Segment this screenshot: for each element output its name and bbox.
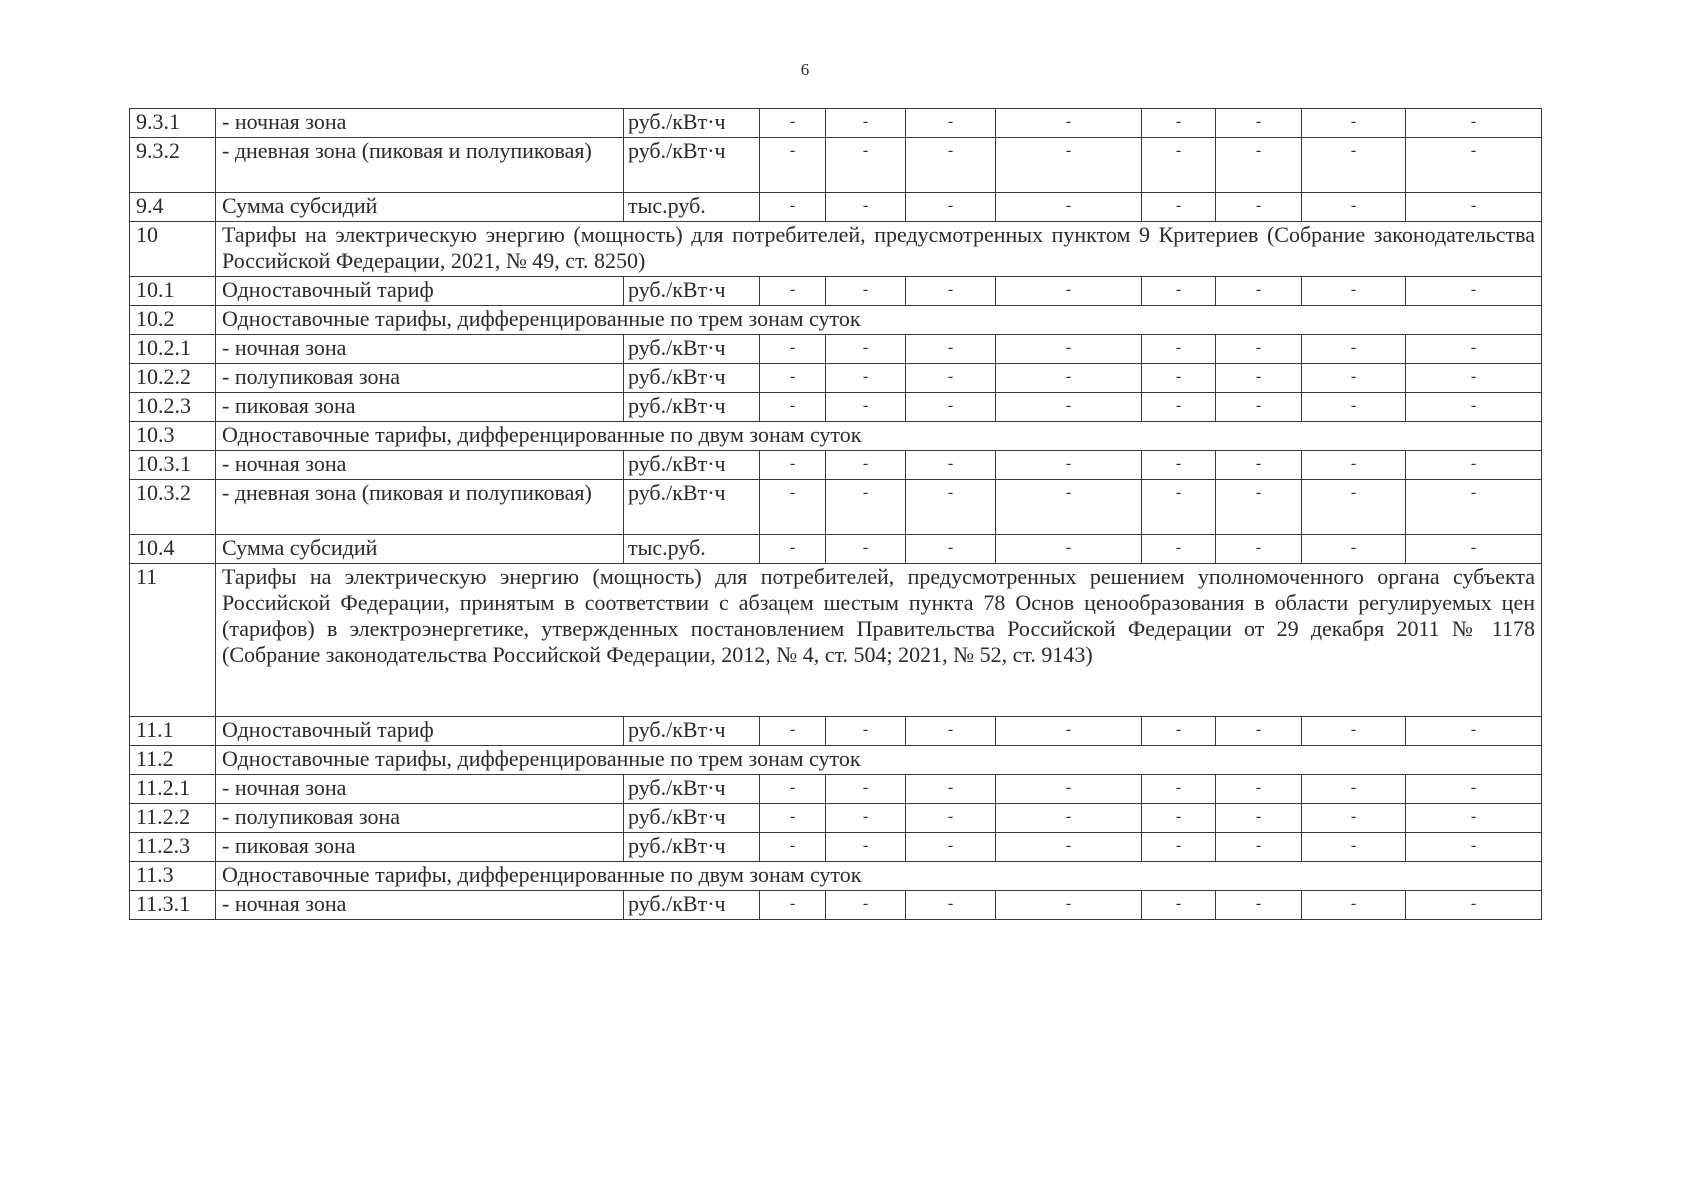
section-title: Тарифы на электрическую энергию (мощность) для потребителей, предусмотренных решением уполномоченного органа субъекта Российской Федерации, принятым в соответствии с абзацем шестым пункта 78 Основ ценообразования в области регулируемых цен (тарифов) в электроэнергетике, утвержденных постановлением Правительства Российской Федерации от 29 декабря 2011 № 1178 (Собрание законодательства Российской Федерации, 2012, № 4, ст. 504; 2021, № 52, ст. 9143): [216, 564, 1542, 717]
value-cell: -: [996, 277, 1142, 306]
section-row: [130, 306, 1542, 335]
row-number: 10.2: [130, 306, 216, 335]
value-cell: -: [826, 193, 906, 222]
row-name: - полупиковая зона: [216, 364, 624, 393]
value-cell: -: [826, 109, 906, 138]
value-cell: -: [1302, 451, 1406, 480]
row-number: 10.2.2: [130, 364, 216, 393]
value-cell: -: [1406, 138, 1542, 193]
value-cell: -: [1406, 535, 1542, 564]
row-number: 10.2.3: [130, 393, 216, 422]
value-cell: -: [906, 891, 996, 920]
value-cell: -: [1406, 775, 1542, 804]
table-row: [130, 277, 1542, 306]
value-cell: -: [1302, 138, 1406, 193]
value-cell: -: [1406, 393, 1542, 422]
table-row: [130, 193, 1542, 222]
value-cell: -: [1142, 804, 1216, 833]
value-cell: -: [826, 335, 906, 364]
table-row: [130, 109, 1542, 138]
value-cell: -: [1216, 480, 1302, 535]
row-name: - дневная зона (пиковая и полупиковая): [216, 138, 624, 193]
row-number: 11: [130, 564, 216, 717]
value-cell: -: [1142, 535, 1216, 564]
value-cell: -: [906, 393, 996, 422]
row-number: 10.4: [130, 535, 216, 564]
value-cell: -: [996, 335, 1142, 364]
value-cell: -: [1406, 891, 1542, 920]
value-cell: -: [1302, 364, 1406, 393]
value-cell: -: [1406, 364, 1542, 393]
value-cell: -: [826, 891, 906, 920]
value-cell: -: [1216, 775, 1302, 804]
value-cell: -: [1302, 277, 1406, 306]
row-unit: руб./кВт·ч: [624, 451, 760, 480]
value-cell: -: [1406, 277, 1542, 306]
value-cell: -: [826, 277, 906, 306]
value-cell: -: [1216, 804, 1302, 833]
value-cell: -: [1142, 775, 1216, 804]
row-name: Одноставочный тариф: [216, 717, 624, 746]
row-number: 10.3.1: [130, 451, 216, 480]
value-cell: -: [906, 535, 996, 564]
value-cell: -: [760, 451, 826, 480]
table-row: [130, 833, 1542, 862]
value-cell: -: [1142, 335, 1216, 364]
value-cell: -: [1302, 717, 1406, 746]
value-cell: -: [1142, 193, 1216, 222]
value-cell: -: [1406, 717, 1542, 746]
value-cell: -: [1142, 451, 1216, 480]
table-row: [130, 717, 1542, 746]
value-cell: -: [1406, 193, 1542, 222]
value-cell: -: [760, 480, 826, 535]
row-name: - ночная зона: [216, 451, 624, 480]
value-cell: -: [1406, 109, 1542, 138]
value-cell: -: [1216, 193, 1302, 222]
table-row: [130, 804, 1542, 833]
value-cell: -: [760, 891, 826, 920]
row-unit: руб./кВт·ч: [624, 393, 760, 422]
value-cell: -: [826, 451, 906, 480]
value-cell: -: [996, 833, 1142, 862]
value-cell: -: [996, 193, 1142, 222]
value-cell: -: [996, 109, 1142, 138]
value-cell: -: [760, 109, 826, 138]
row-number: 9.3.1: [130, 109, 216, 138]
table-row: [130, 393, 1542, 422]
value-cell: -: [826, 804, 906, 833]
value-cell: -: [906, 138, 996, 193]
value-cell: -: [826, 480, 906, 535]
row-unit: руб./кВт·ч: [624, 335, 760, 364]
value-cell: -: [1216, 717, 1302, 746]
value-cell: -: [1302, 480, 1406, 535]
row-number: 11.2.2: [130, 804, 216, 833]
section-title: Одноставочные тарифы, дифференцированные по трем зонам суток: [216, 746, 1542, 775]
section-title: Тарифы на электрическую энергию (мощность) для потребителей, предусмотренных пунктом 9 Критериев (Собрание законодательства Российской Федерации, 2021, № 49, ст. 8250): [216, 222, 1542, 277]
value-cell: -: [996, 393, 1142, 422]
value-cell: -: [1302, 109, 1406, 138]
value-cell: -: [1302, 804, 1406, 833]
value-cell: -: [1216, 891, 1302, 920]
value-cell: -: [826, 364, 906, 393]
value-cell: -: [1406, 451, 1542, 480]
value-cell: -: [906, 193, 996, 222]
row-number: 10.3.2: [130, 480, 216, 535]
value-cell: -: [1406, 804, 1542, 833]
row-number: 10.2.1: [130, 335, 216, 364]
table-row: [130, 535, 1542, 564]
section-title: Одноставочные тарифы, дифференцированные по двум зонам суток: [216, 422, 1542, 451]
value-cell: -: [906, 804, 996, 833]
section-title: Одноставочные тарифы, дифференцированные по трем зонам суток: [216, 306, 1542, 335]
value-cell: -: [1302, 891, 1406, 920]
value-cell: -: [1302, 775, 1406, 804]
row-unit: руб./кВт·ч: [624, 277, 760, 306]
value-cell: -: [996, 364, 1142, 393]
row-name: - пиковая зона: [216, 393, 624, 422]
row-number: 11.2.1: [130, 775, 216, 804]
table-row: [130, 775, 1542, 804]
row-unit: руб./кВт·ч: [624, 775, 760, 804]
row-number: 11.3: [130, 862, 216, 891]
value-cell: -: [760, 775, 826, 804]
value-cell: -: [1302, 833, 1406, 862]
value-cell: -: [826, 393, 906, 422]
row-name: - ночная зона: [216, 335, 624, 364]
row-number: 11.2: [130, 746, 216, 775]
value-cell: -: [1302, 335, 1406, 364]
value-cell: -: [1142, 833, 1216, 862]
value-cell: -: [760, 535, 826, 564]
value-cell: -: [1406, 335, 1542, 364]
value-cell: -: [906, 364, 996, 393]
row-unit: руб./кВт·ч: [624, 833, 760, 862]
value-cell: -: [826, 717, 906, 746]
value-cell: -: [906, 109, 996, 138]
value-cell: -: [996, 480, 1142, 535]
value-cell: -: [760, 393, 826, 422]
section-row: [130, 222, 1542, 277]
value-cell: -: [996, 775, 1142, 804]
value-cell: -: [760, 335, 826, 364]
section-row: [130, 564, 1542, 717]
value-cell: -: [996, 891, 1142, 920]
row-unit: руб./кВт·ч: [624, 891, 760, 920]
value-cell: -: [996, 717, 1142, 746]
value-cell: -: [906, 717, 996, 746]
value-cell: -: [1216, 277, 1302, 306]
value-cell: -: [1142, 717, 1216, 746]
value-cell: -: [760, 804, 826, 833]
row-unit: руб./кВт·ч: [624, 138, 760, 193]
tariff-table: [129, 108, 1542, 920]
row-name: Одноставочный тариф: [216, 277, 624, 306]
value-cell: -: [906, 335, 996, 364]
row-unit: тыс.руб.: [624, 535, 760, 564]
value-cell: -: [1302, 393, 1406, 422]
row-number: 9.4: [130, 193, 216, 222]
row-name: Сумма субсидий: [216, 535, 624, 564]
row-unit: руб./кВт·ч: [624, 109, 760, 138]
value-cell: -: [906, 451, 996, 480]
value-cell: -: [996, 804, 1142, 833]
row-number: 10.1: [130, 277, 216, 306]
value-cell: -: [1142, 891, 1216, 920]
value-cell: -: [1216, 833, 1302, 862]
value-cell: -: [1142, 364, 1216, 393]
section-title: Одноставочные тарифы, дифференцированные по двум зонам суток: [216, 862, 1542, 891]
value-cell: -: [1142, 393, 1216, 422]
value-cell: -: [760, 833, 826, 862]
table-row: [130, 451, 1542, 480]
value-cell: -: [1216, 451, 1302, 480]
row-name: - пиковая зона: [216, 833, 624, 862]
value-cell: -: [1142, 109, 1216, 138]
value-cell: -: [826, 775, 906, 804]
value-cell: -: [906, 775, 996, 804]
value-cell: -: [1302, 535, 1406, 564]
row-unit: руб./кВт·ч: [624, 364, 760, 393]
value-cell: -: [1142, 138, 1216, 193]
value-cell: -: [1216, 364, 1302, 393]
row-number: 11.1: [130, 717, 216, 746]
value-cell: -: [760, 717, 826, 746]
row-unit: руб./кВт·ч: [624, 804, 760, 833]
row-name: - ночная зона: [216, 775, 624, 804]
value-cell: -: [826, 833, 906, 862]
value-cell: -: [826, 535, 906, 564]
value-cell: -: [1302, 193, 1406, 222]
row-unit: руб./кВт·ч: [624, 717, 760, 746]
page-number: 6: [800, 60, 810, 79]
row-name: - ночная зона: [216, 109, 624, 138]
table-row: [130, 891, 1542, 920]
row-name: Сумма субсидий: [216, 193, 624, 222]
row-name: - дневная зона (пиковая и полупиковая): [216, 480, 624, 535]
value-cell: -: [760, 138, 826, 193]
section-row: [130, 422, 1542, 451]
tariff-table-body: [130, 109, 1542, 920]
row-number: 11.2.3: [130, 833, 216, 862]
table-row: [130, 335, 1542, 364]
section-row: [130, 862, 1542, 891]
value-cell: -: [1216, 393, 1302, 422]
value-cell: -: [1216, 109, 1302, 138]
row-name: - полупиковая зона: [216, 804, 624, 833]
value-cell: -: [996, 535, 1142, 564]
value-cell: -: [1216, 335, 1302, 364]
value-cell: -: [760, 193, 826, 222]
row-unit: тыс.руб.: [624, 193, 760, 222]
row-number: 10: [130, 222, 216, 277]
row-name: - ночная зона: [216, 891, 624, 920]
value-cell: -: [1406, 833, 1542, 862]
value-cell: -: [906, 480, 996, 535]
value-cell: -: [906, 277, 996, 306]
value-cell: -: [760, 364, 826, 393]
value-cell: -: [1142, 277, 1216, 306]
table-row: [130, 364, 1542, 393]
section-row: [130, 746, 1542, 775]
value-cell: -: [826, 138, 906, 193]
value-cell: -: [1216, 138, 1302, 193]
value-cell: -: [760, 277, 826, 306]
row-unit: руб./кВт·ч: [624, 480, 760, 535]
value-cell: -: [1142, 480, 1216, 535]
value-cell: -: [1216, 535, 1302, 564]
value-cell: -: [996, 138, 1142, 193]
row-number: 9.3.2: [130, 138, 216, 193]
row-number: 11.3.1: [130, 891, 216, 920]
value-cell: -: [906, 833, 996, 862]
table-row: [130, 480, 1542, 535]
table-row: [130, 138, 1542, 193]
value-cell: -: [1406, 480, 1542, 535]
row-number: 10.3: [130, 422, 216, 451]
value-cell: -: [996, 451, 1142, 480]
